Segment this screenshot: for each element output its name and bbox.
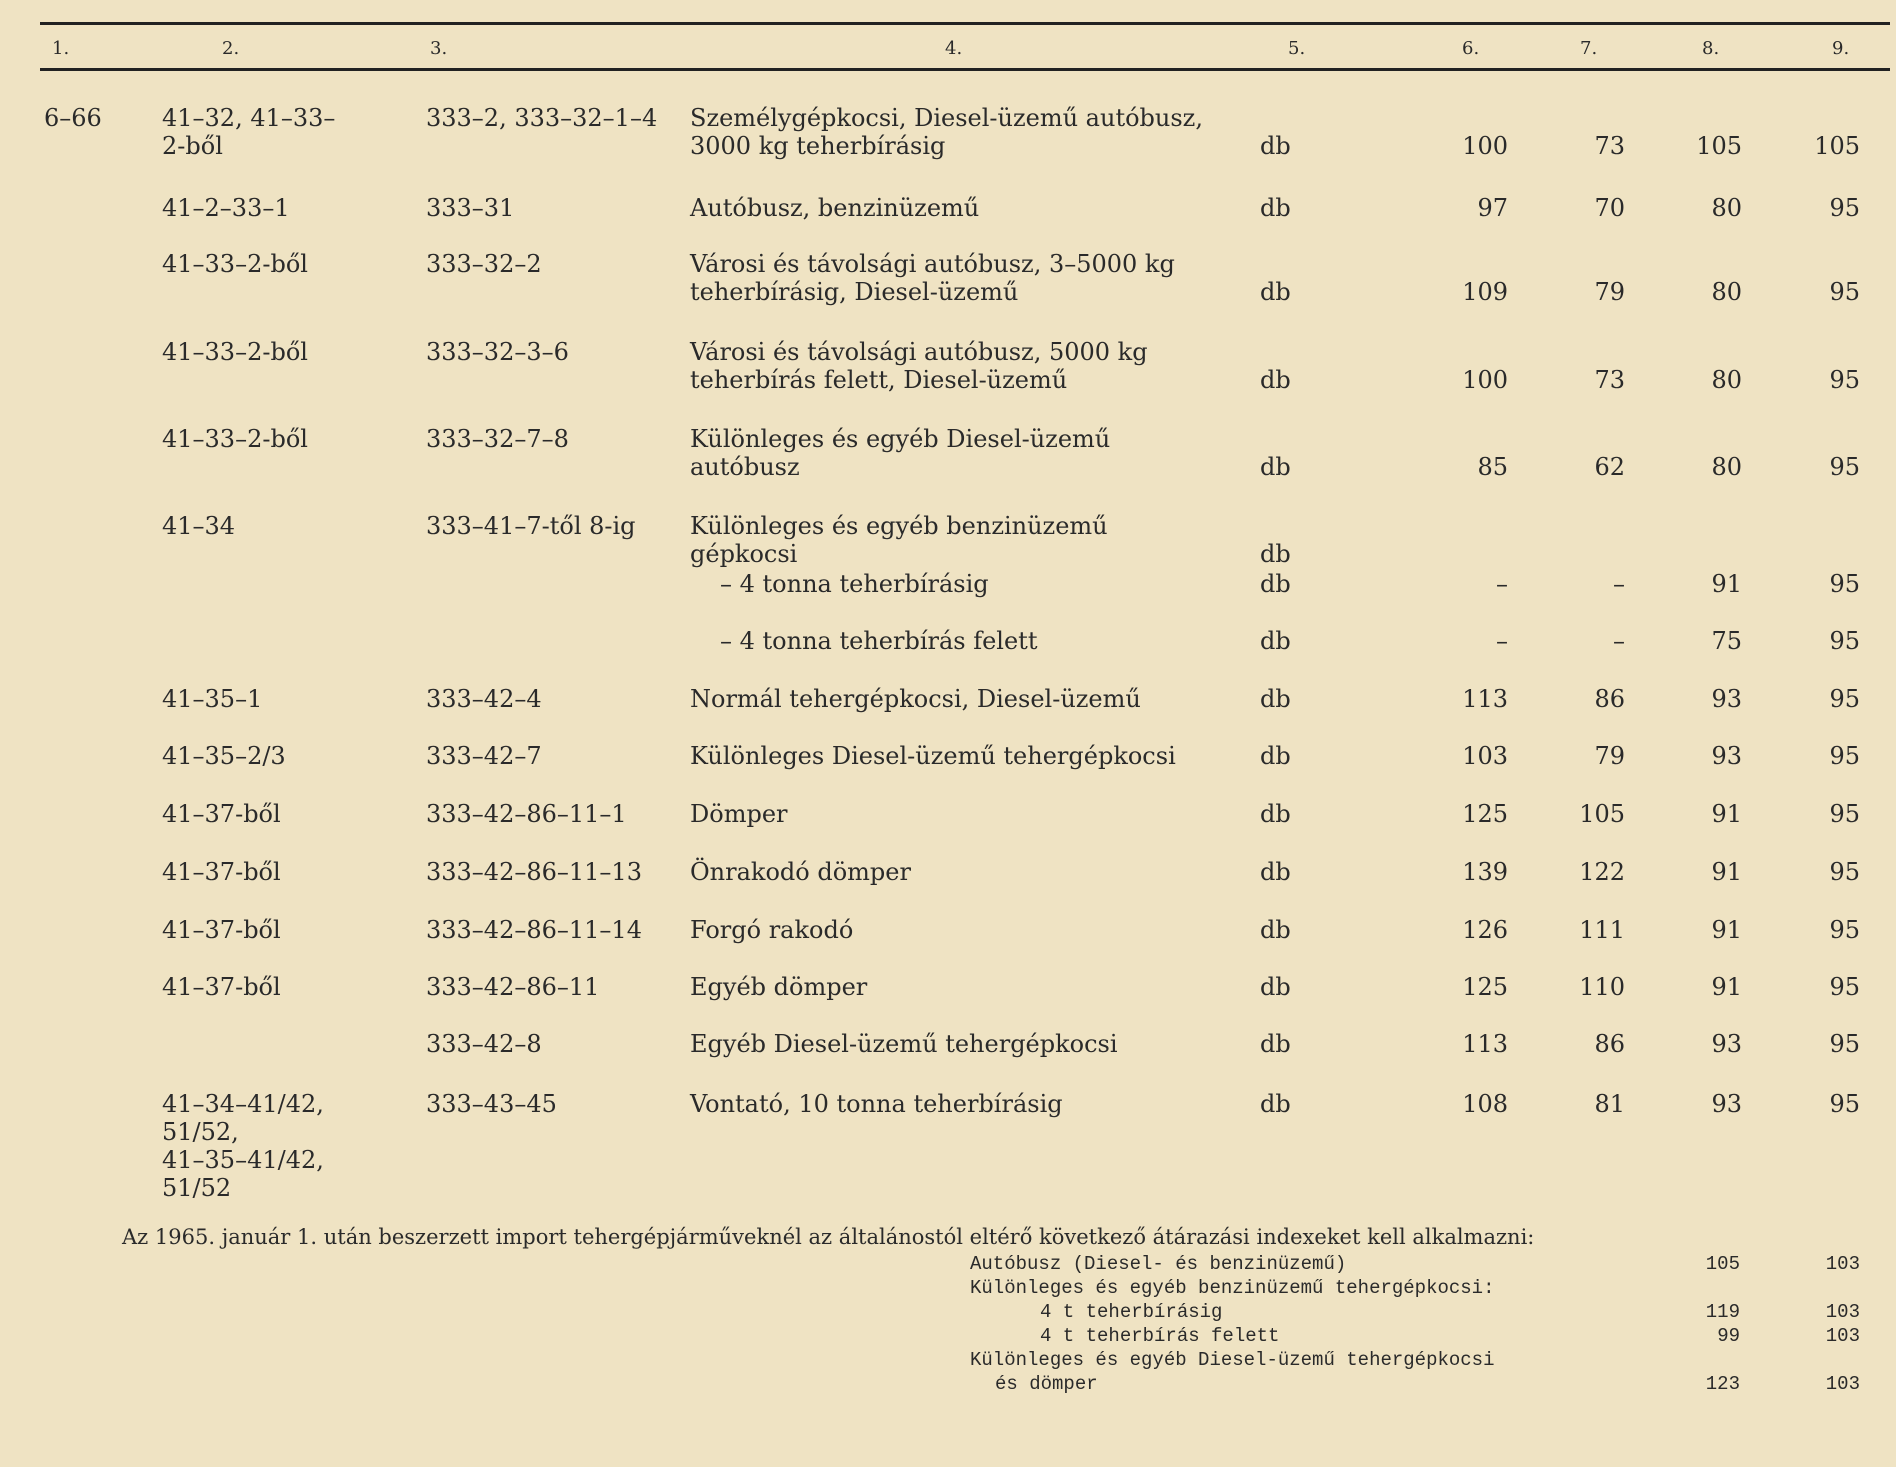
item-description-cell [690, 250, 1175, 306]
item-description-line: Dömper [690, 800, 788, 828]
value-v8: 105 [1696, 132, 1742, 160]
code-old-line: 41–32, 41–33– [162, 104, 336, 132]
code-new-cell [426, 800, 627, 828]
item-description-line: Önrakodó dömper [690, 858, 911, 886]
unit-cell: db [1260, 570, 1291, 598]
value-v8: 75 [1711, 627, 1742, 655]
value-v6: 125 [1462, 800, 1508, 828]
code-old-line: 2-ből [162, 132, 223, 160]
item-description-line: Normál tehergépkocsi, Diesel-üzemű [690, 685, 1141, 713]
code-old-cell [162, 194, 290, 222]
code-new-cell [426, 425, 569, 453]
footnote-value-9: 103 [1825, 1301, 1860, 1323]
code-old-cell [162, 742, 286, 770]
value-v7: 73 [1594, 132, 1625, 160]
unit-cell: db [1260, 453, 1291, 481]
unit-cell: db [1260, 278, 1291, 306]
item-description-cell [690, 685, 1141, 713]
value-v7: 110 [1579, 973, 1625, 1001]
header-rule [40, 68, 1890, 71]
code-new-line: 333–42–86–11 [426, 973, 600, 1001]
code-old-cell [162, 973, 281, 1001]
value-v8: 91 [1711, 916, 1742, 944]
footnote-value-9: 103 [1825, 1253, 1860, 1275]
footnote-value-8: 105 [1705, 1253, 1740, 1275]
value-v8: 80 [1711, 366, 1742, 394]
value-v6: 126 [1462, 916, 1508, 944]
footnote-value-8: 119 [1705, 1301, 1740, 1323]
item-description-line: autóbusz [690, 453, 800, 481]
code-new-line: 333–32–3–6 [426, 338, 569, 366]
item-description-line: Különleges Diesel-üzemű tehergépkocsi [690, 742, 1176, 770]
code-old-cell [162, 250, 308, 278]
value-v8: 91 [1711, 858, 1742, 886]
column-header: 8. [1702, 38, 1720, 59]
value-v7: 79 [1594, 742, 1625, 770]
value-v7: 70 [1594, 194, 1625, 222]
code-new-line: 333–42–86–11–13 [426, 858, 642, 886]
code-new-line: 333–31 [426, 194, 515, 222]
item-description-line: – 4 tonna teherbírásig [720, 570, 989, 598]
footnote-label: 4 t teherbírásig [1040, 1301, 1223, 1323]
value-v6: 139 [1462, 858, 1508, 886]
code-new-cell [426, 338, 569, 366]
unit-cell: db [1260, 1090, 1291, 1118]
value-v7: 122 [1579, 858, 1625, 886]
unit-cell: db [1260, 742, 1291, 770]
code-old-line: 41–33–2-ből [162, 425, 308, 453]
value-v9: 95 [1829, 685, 1860, 713]
value-v7: – [1613, 570, 1625, 598]
item-description-line: Városi és távolsági autóbusz, 3–5000 kg [690, 250, 1175, 278]
footnote-label: 4 t teherbírás felett [1040, 1325, 1280, 1347]
code-old-line: 41–35–2/3 [162, 742, 286, 770]
item-description-cell [690, 973, 867, 1001]
code-new-line: 333–41–7-től 8-ig [426, 512, 636, 540]
code-old-line: 41–33–2-ből [162, 338, 308, 366]
code-new-cell [426, 512, 636, 540]
item-description-cell [690, 1030, 1118, 1058]
code-old-line: 51/52, [162, 1118, 239, 1146]
item-description-line: Egyéb dömper [690, 973, 868, 1001]
item-description-line: Autóbusz, benzinüzemű [690, 194, 980, 222]
code-new-line: 333–43–45 [426, 1090, 557, 1118]
unit-cell: db [1260, 132, 1291, 160]
value-v7: 105 [1579, 800, 1625, 828]
value-v9: 95 [1829, 366, 1860, 394]
item-description-line: Egyéb Diesel-üzemű tehergépkocsi [690, 1030, 1118, 1058]
item-description-line: – 4 tonna teherbírás felett [720, 627, 1038, 655]
unit-cell: db [1260, 1030, 1291, 1058]
value-v7: – [1613, 627, 1625, 655]
top-rule [40, 22, 1890, 25]
unit-cell: db [1260, 973, 1291, 1001]
value-v8: 93 [1711, 1090, 1742, 1118]
column-header: 7. [1580, 38, 1598, 59]
item-description-cell [690, 425, 1110, 481]
code-new-cell [426, 1090, 557, 1118]
value-v8: 80 [1711, 278, 1742, 306]
group-code: 6–66 [44, 104, 102, 132]
value-v8: 93 [1711, 685, 1742, 713]
code-new-line: 333–42–86–11–14 [426, 916, 642, 944]
item-description-line: Különleges és egyéb Diesel-üzemű [690, 425, 1111, 453]
value-v8: 91 [1711, 800, 1742, 828]
value-v8: 80 [1711, 194, 1742, 222]
footnote-value-9: 103 [1825, 1373, 1860, 1395]
value-v6: 125 [1462, 973, 1508, 1001]
value-v6: – [1496, 570, 1508, 598]
unit-cell: db [1260, 366, 1291, 394]
code-old-cell [162, 104, 335, 160]
unit-cell: db [1260, 800, 1291, 828]
value-v8: 93 [1711, 742, 1742, 770]
unit-cell: db [1260, 685, 1291, 713]
value-v8: 93 [1711, 1030, 1742, 1058]
value-v7: 79 [1594, 278, 1625, 306]
footnote-label: Autóbusz (Diesel- és benzinüzemű) [970, 1253, 1347, 1275]
item-description-cell [720, 570, 989, 598]
code-old-line: 41–2–33–1 [162, 194, 290, 222]
item-description-cell [690, 800, 788, 828]
code-new-cell [426, 1030, 542, 1058]
code-new-line: 333–42–4 [426, 685, 542, 713]
column-header: 4. [945, 38, 963, 59]
code-new-cell [426, 973, 599, 1001]
code-new-cell [426, 916, 642, 944]
footnote-value-8: 123 [1705, 1373, 1740, 1395]
code-new-line: 333–32–2 [426, 250, 542, 278]
value-v9: 95 [1829, 570, 1860, 598]
value-v6: – [1496, 627, 1508, 655]
item-description-cell [690, 916, 853, 944]
item-description-cell [720, 627, 1037, 655]
code-old-cell [162, 916, 281, 944]
value-v9: 95 [1829, 1090, 1860, 1118]
code-old-line: 41–34–41/42, [162, 1090, 324, 1118]
item-description-cell [690, 742, 1176, 770]
column-header: 5. [1288, 38, 1306, 59]
item-description-cell [690, 194, 979, 222]
item-description-cell [690, 858, 911, 886]
item-description-cell [690, 104, 1203, 160]
code-new-cell [426, 685, 542, 713]
item-description-cell [690, 1090, 1063, 1118]
footnote-intro: Az 1965. január 1. után beszerzett import tehergépjárműveknél az általánostól eltérő következő átárazási indexeket kell alkalmazni: [122, 1225, 1535, 1249]
column-header: 9. [1832, 38, 1850, 59]
value-v9: 95 [1829, 627, 1860, 655]
value-v6: 85 [1477, 453, 1508, 481]
code-new-line: 333–2, 333–32–1–4 [426, 104, 658, 132]
code-old-line: 41–37-ből [162, 800, 281, 828]
value-v7: 86 [1594, 1030, 1625, 1058]
footnote-label: Különleges és egyéb benzinüzemű tehergépkocsi: [970, 1277, 1495, 1299]
column-header: 2. [222, 38, 240, 59]
value-v7: 81 [1594, 1090, 1625, 1118]
value-v7: 86 [1594, 685, 1625, 713]
code-old-line: 41–34 [162, 512, 236, 540]
unit-cell: db [1260, 916, 1291, 944]
code-new-line: 333–42–8 [426, 1030, 542, 1058]
code-new-cell [426, 858, 642, 886]
column-header: 1. [52, 38, 70, 59]
code-old-line: 41–37-ből [162, 858, 281, 886]
item-description-line: Vontató, 10 tonna teherbírásig [690, 1090, 1063, 1118]
item-description-line: 3000 kg teherbírásig [690, 132, 946, 160]
value-v8: 91 [1711, 570, 1742, 598]
code-old-line: 41–37-ből [162, 973, 281, 1001]
footnote-value-8: 99 [1717, 1325, 1740, 1347]
item-description-line: Forgó rakodó [690, 916, 854, 944]
item-description-line: Különleges és egyéb benzinüzemű [690, 512, 1108, 540]
footnote-label: és dömper [995, 1373, 1098, 1395]
value-v8: 80 [1711, 453, 1742, 481]
code-old-line: 41–35–1 [162, 685, 263, 713]
item-description-line: Személygépkocsi, Diesel-üzemű autóbusz, [690, 104, 1203, 132]
code-old-cell [162, 800, 281, 828]
value-v7: 73 [1594, 366, 1625, 394]
code-new-line: 333–32–7–8 [426, 425, 569, 453]
value-v9: 95 [1829, 858, 1860, 886]
unit-cell: db [1260, 540, 1291, 568]
value-v7: 62 [1594, 453, 1625, 481]
value-v9: 95 [1829, 194, 1860, 222]
code-new-cell [426, 104, 657, 132]
value-v9: 95 [1829, 973, 1860, 1001]
code-old-cell [162, 512, 235, 540]
value-v6: 113 [1462, 1030, 1508, 1058]
code-old-line: 41–35–41/42, [162, 1146, 324, 1174]
value-v9: 95 [1829, 742, 1860, 770]
value-v9: 95 [1829, 1030, 1860, 1058]
unit-cell: db [1260, 627, 1291, 655]
value-v6: 103 [1462, 742, 1508, 770]
value-v6: 97 [1477, 194, 1508, 222]
column-header: 3. [430, 38, 448, 59]
code-new-line: 333–42–7 [426, 742, 542, 770]
item-description-line: teherbírásig, Diesel-üzemű [690, 278, 1019, 306]
code-old-cell [162, 338, 308, 366]
value-v9: 105 [1814, 132, 1860, 160]
footnote-label: Különleges és egyéb Diesel-üzemű tehergépkocsi [970, 1349, 1495, 1371]
value-v6: 100 [1462, 132, 1508, 160]
code-new-cell [426, 194, 514, 222]
value-v9: 95 [1829, 453, 1860, 481]
value-v6: 109 [1462, 278, 1508, 306]
code-old-line: 41–33–2-ből [162, 250, 308, 278]
item-description-cell [690, 512, 1108, 568]
code-new-cell [426, 742, 542, 770]
item-description-line: gépkocsi [690, 540, 798, 568]
column-header: 6. [1462, 38, 1480, 59]
item-description-cell [690, 338, 1148, 394]
code-old-cell [162, 1090, 324, 1202]
value-v6: 108 [1462, 1090, 1508, 1118]
value-v7: 111 [1579, 916, 1625, 944]
value-v9: 95 [1829, 916, 1860, 944]
code-old-line: 51/52 [162, 1174, 232, 1202]
code-old-line: 41–37-ből [162, 916, 281, 944]
item-description-line: teherbírás felett, Diesel-üzemű [690, 366, 1068, 394]
footnote-value-9: 103 [1825, 1325, 1860, 1347]
code-new-line: 333–42–86–11–1 [426, 800, 627, 828]
unit-cell: db [1260, 858, 1291, 886]
value-v9: 95 [1829, 800, 1860, 828]
value-v6: 113 [1462, 685, 1508, 713]
code-new-cell [426, 250, 542, 278]
code-old-cell [162, 858, 281, 886]
value-v6: 100 [1462, 366, 1508, 394]
code-old-cell [162, 425, 308, 453]
value-v8: 91 [1711, 973, 1742, 1001]
item-description-line: Városi és távolsági autóbusz, 5000 kg [690, 338, 1148, 366]
code-old-cell [162, 685, 262, 713]
value-v9: 95 [1829, 278, 1860, 306]
unit-cell: db [1260, 194, 1291, 222]
